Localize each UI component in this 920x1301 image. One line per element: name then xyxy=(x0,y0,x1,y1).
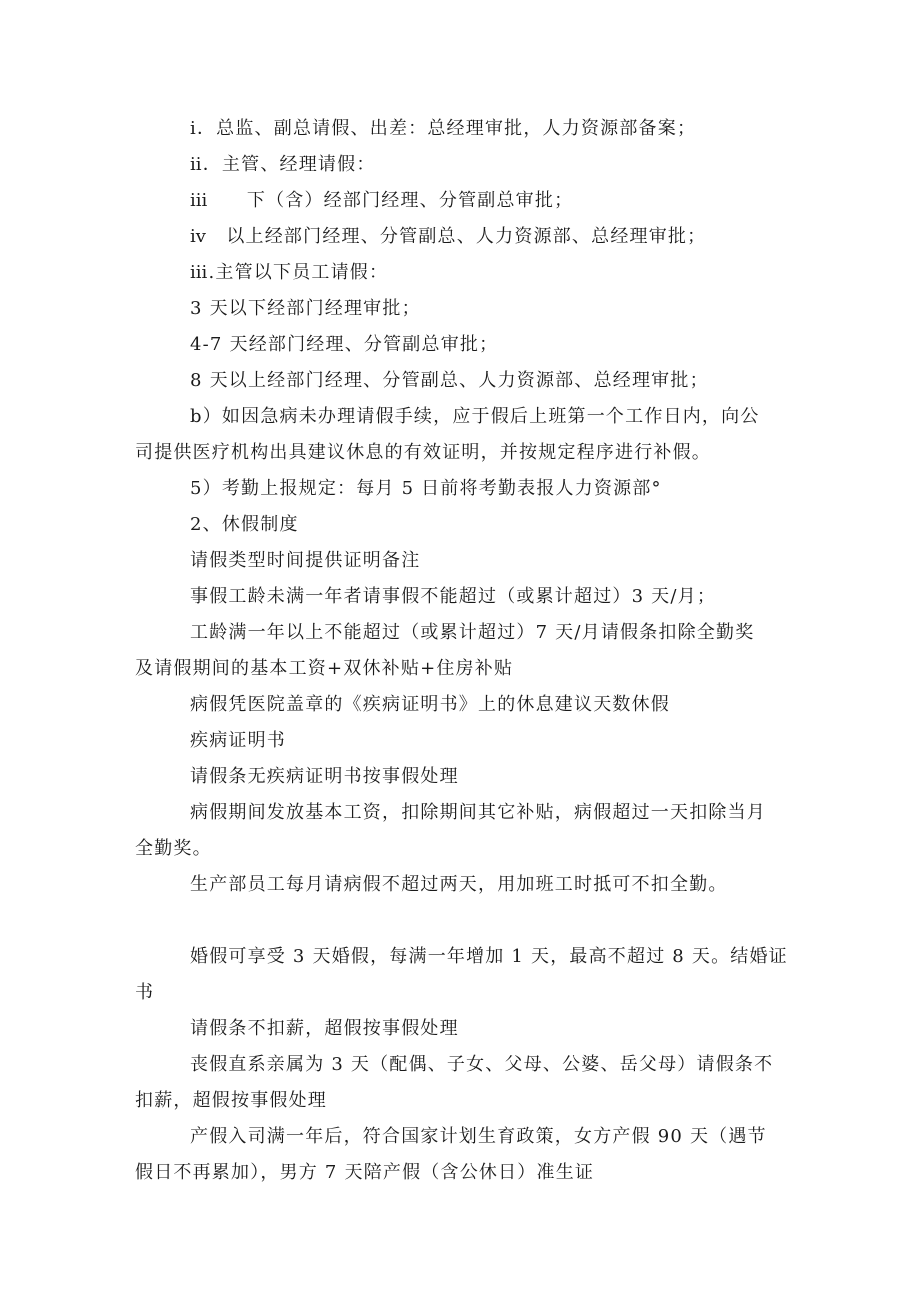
section-heading: 2、休假制度 xyxy=(190,514,299,535)
text-line: 全勤奖。 xyxy=(135,838,212,859)
text-line: ⅰ．总监、副总请假、出差：总经理审批，人力资源部备案； xyxy=(190,118,697,139)
text-line: 3 天以下经部门经理审批； xyxy=(190,298,421,319)
text-line: 假日不再累加），男方 7 天陪产假（含公休日）准生证 xyxy=(135,1162,595,1183)
text-line: 4-7 天经部门经理、分管副总审批； xyxy=(190,334,499,355)
text-line: 病假期间发放基本工资，扣除期间其它补贴，病假超过一天扣除当月 xyxy=(190,802,766,823)
text-line: ⅳ 以上经部门经理、分管副总、人力资源部、总经理审批； xyxy=(190,226,707,247)
text-line: ⅱ．主管、经理请假： xyxy=(190,154,376,175)
text-line: b）如因急病未办理请假手续，应于假后上班第一个工作日内，向公 xyxy=(190,406,760,427)
text-line: 8 天以上经部门经理、分管副总、人力资源部、总经理审批； xyxy=(190,370,709,391)
text-line: 丧假直系亲属为 3 天（配偶、子女、父母、公婆、岳父母）请假条不 xyxy=(190,1054,774,1075)
text-line: 事假工龄未满一年者请事假不能超过（或累计超过）3 天/月； xyxy=(190,586,717,607)
text-line: 病假凭医院盖章的《疾病证明书》上的休息建议天数休假 xyxy=(190,694,670,715)
text-line: 疾病证明书 xyxy=(190,730,286,751)
text-line: 书 xyxy=(135,982,155,1003)
text-line: ⅲ 下（含）经部门经理、分管副总审批； xyxy=(190,190,574,211)
text-line: 司提供医疗机构出具建议休息的有效证明，并按规定程序进行补假。 xyxy=(135,442,711,463)
text-line: 工龄满一年以上不能超过（或累计超过）7 天/月请假条扣除全勤奖 xyxy=(190,622,755,643)
text-line: 及请假期间的基本工资+双休补贴+住房补贴 xyxy=(135,658,514,679)
text-line: 产假入司满一年后，符合国家计划生育政策，女方产假 90 天（遇节 xyxy=(190,1126,767,1147)
text-line: 请假条不扣薪，超假按事假处理 xyxy=(190,1018,459,1039)
text-line: ⅲ.主管以下员工请假： xyxy=(190,262,389,283)
text-line: 生产部员工每月请病假不超过两天，用加班工时抵可不扣全勤。 xyxy=(190,874,728,895)
text-line: 请假类型时间提供证明备注 xyxy=(190,550,421,571)
text-line: 5）考勤上报规定：每月 5 日前将考勤表报人力资源部° xyxy=(190,478,662,499)
text-line: 扣薪，超假按事假处理 xyxy=(135,1090,327,1111)
text-line: 婚假可享受 3 天婚假，每满一年增加 1 天，最高不超过 8 天。结婚证 xyxy=(190,946,788,967)
text-line: 请假条无疾病证明书按事假处理 xyxy=(190,766,459,787)
